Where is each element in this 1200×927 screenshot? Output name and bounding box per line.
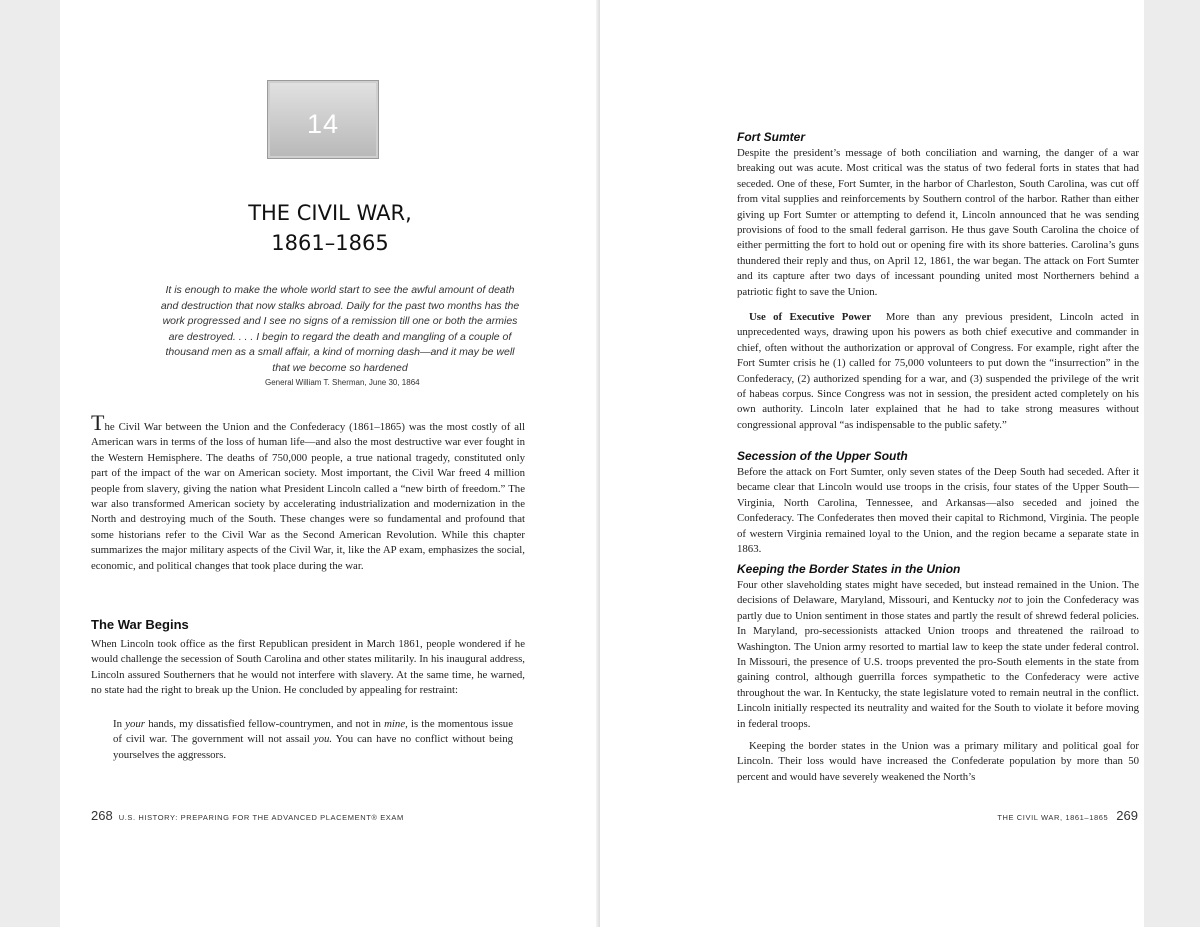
quote-emphasis: your — [125, 718, 145, 730]
quote-text: hands, my dissatisfied fellow-countrymen, and not in — [145, 718, 385, 730]
left-page — [60, 0, 600, 927]
epigraph-source: General William T. Sherman, June 30, 1864 — [265, 378, 420, 387]
drop-cap: T — [91, 410, 105, 435]
section-heading-fort-sumter: Fort Sumter — [737, 130, 806, 144]
quote-text: is the momentous issue of civil war. The government will not assail — [113, 718, 513, 746]
running-footer-left: U.S. HISTORY: PREPARING FOR THE ADVANCED PLACEMENT® EXAM — [118, 813, 404, 822]
executive-power-paragraph — [737, 310, 1139, 433]
running-footer-right: THE CIVIL WAR, 1861–1865 — [997, 813, 1109, 822]
page-number-left: 268 — [91, 808, 113, 823]
right-page — [600, 0, 1144, 927]
border-states-text: to join the Confederacy was partly due to Union sentiment in those states and partly the result of shrewd federal policies. In Maryland, pro-secessionists attacked Union troops and threatened the railroad to Washington. The Union army resorted to martial law to keep the state under federal control. In Missouri, the presence of U.S. troops prevented the pro-South elements in the state from gaining control, although guerrilla forces sympathetic to the Confederacy were active throughout the war. In Kentucky, the state legislature voted to remain neutral in the conflict. Lincoln initially respected its neutrality and waited for the South to violate it before moving in federal troops. — [737, 594, 1140, 730]
war-begins-paragraph: When Lincoln took office as the first Republican president in March 1861, people wondered if he would challenge the secession of South Carolina and other states militarily. In his inaugural address, Lincoln assured Southerners that he would not interfere with slavery. At the same time, he warned, no state had the right to break up the Union. He concluded by appealing for restraint: — [91, 638, 525, 697]
chapter-number-box — [267, 80, 379, 159]
chapter-title-line2: 1861–1865 — [271, 231, 389, 255]
executive-power-runin: Use of Executive Power — [749, 311, 872, 323]
border-states-paragraph — [737, 578, 1139, 732]
inaugural-quote — [113, 717, 513, 763]
quote-emphasis: you. — [313, 733, 333, 746]
intro-paragraph — [91, 410, 525, 574]
footer-left — [91, 808, 404, 823]
border-states-paragraph-2: Keeping the border states in the Union was a primary military and political goal for Lincoln. Their loss would have increased the Confederate population by more than 50 percent and would have severely weakened the North’s — [737, 740, 1139, 783]
section-heading-border-states: Keeping the Border States in the Union — [737, 562, 961, 576]
section-heading-war-begins: The War Begins — [91, 617, 189, 632]
footer-right — [997, 808, 1138, 823]
border-states-emphasis: not — [997, 594, 1012, 607]
intro-text: he Civil War between the Union and the Confederacy (1861–1865) was the most costly of all American wars in terms of the loss of human life—and also the most destructive war ever fought in the Western Hemisphere. The deaths of 750,000 people, a true national tragedy, constituted only part of the impact of the war on American society. Most important, the Civil War freed 4 million people from slavery, giving the nation what President Lincoln called a “new birth of freedom.” The war also transformed American society by accelerating industrialization and modernization in the North and destroying much of the South. These changes were so fundamental and profound that some historians refer to the Civil War as the Second American Revolution. While this chapter summarizes the major military aspects of the Civil War, it, like the AP exam, emphasizes the social, economic, and political changes that took place during the war. — [91, 421, 525, 572]
quote-text: You can have no conflict without being yourselves the aggressors. — [113, 733, 514, 761]
section-heading-upper-south: Secession of the Upper South — [737, 449, 908, 463]
border-states-text: Four other slaveholding states might have seceded, but instead remained in the Union. The decisions of Delaware, Maryland, Missouri, and Kentucky — [737, 579, 1139, 607]
chapter-number: 14 — [306, 109, 340, 139]
executive-power-text: More than any previous president, Lincoln acted in unprecedented ways, drawing upon his powers as both chief executive and commander in chief, often without the authorization or approval of Congress. For example, right after the Fort Sumter crisis he (1) called for 75,000 volunteers to put down the “insurrection” in the Confederacy, (2) authorized spending for a war, and (3) suspended the privilege of the writ of habeas corpus. Since Congress was not in session, the president acted completely on his own authority. Lincoln later explained that he had to take strong measures without congressional approval “as indispensable to the public safety.” — [737, 311, 1139, 431]
page-number-right: 269 — [1116, 808, 1138, 823]
quote-text: In — [113, 718, 126, 730]
chapter-title-line1: THE CIVIL WAR, — [248, 201, 412, 225]
fort-sumter-paragraph: Despite the president’s message of both conciliation and warning, the danger of a war breaking out was acute. Most critical was the status of two federal forts in states that had seceded. One of these, Fort Sumter, in the harbor of Charleston, South Carolina, was cut off from vital supplies and reinforcements by Southern control of the harbor. Rather than either giving up Fort Sumter or attempting to defend it, Lincoln announced that he was sending provisions of food to the small federal garrison. He thus gave South Carolina the choice of either permitting the fort to hold out or opening fire with its shore batteries. Carolina’s guns thundered their reply and thus, on April 12, 1861, the war began. The attack on Fort Sumter and its capture after two days of incessant pounding united most Northerners behind a patriotic fight to save the Union. — [737, 147, 1139, 298]
chapter-title — [60, 198, 600, 258]
epigraph-quote: It is enough to make the whole world start to see the awful amount of death and destruction that now stalks abroad. Daily for the past two months has the work progressed and I see no signs of a remission till one or both the armies are destroyed. . . . I begin to regard the death and mangling of a couple of thousand men as a small affair, a kind of morning dash—and it may be well that we become so hardened — [160, 284, 520, 374]
upper-south-paragraph: Before the attack on Fort Sumter, only seven states of the Deep South had seceded. After it became clear that Lincoln would use troops in the crisis, four states of the Upper South—Virginia, North Carolina, Tennessee, and Arkansas—also seceded and joined the Confederacy. The Confederates then moved their capital to Richmond, Virginia. The people of western Virginia remained loyal to the Union, and the region became a separate state in 1863. — [737, 466, 1139, 556]
quote-emphasis: mine, — [384, 718, 408, 730]
